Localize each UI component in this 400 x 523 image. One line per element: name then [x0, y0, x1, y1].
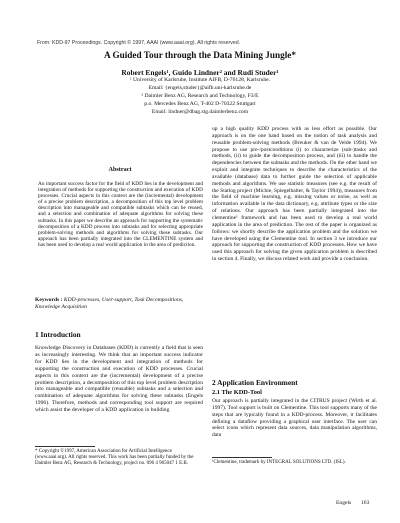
affiliation-line: ² Daimler Benz AG, Research and Technology, F3/E	[141, 93, 259, 99]
section-body	[35, 345, 203, 414]
section-heading: 1 Introduction	[35, 330, 81, 339]
abstract-heading: Abstract	[108, 166, 132, 173]
copyright-footnote: * Copyright ©1997, American Association for Artificial Intelligence (www.aaai.org). All rights reserved. This work has been partially funded by the Daimler Benz AG, Research & Technology, project no. 096 4 965047 1 E.B.	[35, 449, 194, 466]
paper-authors: Robert Engels¹, Guido Lindner² and Rudi Studer¹	[121, 68, 279, 77]
footer-author: Engels	[336, 500, 352, 506]
affiliation-line: Email: lindner@dbag.stg.daimlerbenz.com	[151, 109, 249, 115]
section-heading: 2 Application Environment	[212, 378, 298, 387]
footnote-rule	[212, 457, 272, 458]
section-body	[212, 398, 377, 439]
body-paragraph: Knowledge Discovery in Databases (KDD) is currently a field that is seen as increasingly interesting. We think that an important success indicator for KDD lies in the development and integration of methods for supporting the construction and execution of KDD processes. Crucial aspects in this context are the (incremental) development of a precise problem description, a decomposition of this top level problem description into manageable and compatible (reusable) subtasks and a selection and combination of adequate algorithms for solving these subtasks (Engels 1996). Therefore, methods and corresponding tool support are required which assist the developer of a KDD application in building	[35, 345, 203, 414]
trademark-footnote: ¹Clementine, trademark by INTEGRAL SOLUTIONS LTD. (ISL).	[212, 460, 346, 465]
paper-title: A Guided Tour through the Data Mining Jungle*	[104, 50, 296, 60]
body-paragraph: up a high quality KDD process with as less effort as possible. Our approach is on the one hand based on the notion of task analysis and reusable problem-solving methods (Breuker & van de Velde 1994). We propose to use pre-/postconditions (i) to characterize (sub-)tasks and methods, (ii) to guide the decomposition process, and (iii) to handle the dependencies between the subtasks and the methods. On the other hand we exploit and integrate techniques to describe the characteristics of the available (database) data to further guide the selection of applicable methods and algorithms. We use statistic measures (see e.g. the result of the Statlog project (Michie, Spiegelhalter, & Taylor 1994)), measures from the field of machine learning, e.g. missing values or noise, as well as information available in the data dictionary, e.g. attribute types or the size of relations. Our approach has been partially integrated into the clementine¹ framework and has been used to develop a real world application in the area of prediction. The rest of the paper is organized as follows: we shortly describe the application problem and the solution we have developed using the Clementine tool. In section 3 we introduce our approach for supporting the construction of KDD processes. How we have used this approach for solving the given application problem is described in section 4. Finally, we discuss related work and provide a conclusion.	[212, 126, 377, 263]
footnote-rule	[35, 446, 95, 447]
affiliation-line: ¹ University of Karlsruhe, Institute AIFB, D-76128, Karlsruhe.	[129, 77, 271, 83]
keywords-label: Keywords :	[35, 297, 63, 303]
keywords-text: KDD-processes, User-support, Task Decompositions, Knowledge Acquisition	[35, 297, 184, 310]
affiliation-line: Email: {engels,studer}@aifb.uni-karlsruhe.de	[148, 85, 252, 91]
subsection-heading: 2.1 The KDD-Tool	[212, 389, 262, 396]
affiliation-line: p.o. Mercedes Benz AG, T-402 D-70322 Stuttgart	[144, 101, 256, 107]
keywords	[35, 297, 203, 311]
page-number: 163	[361, 500, 370, 506]
abstract-text	[38, 181, 203, 248]
body-paragraph: Our approach is partially integrated in the CITRUS project (Wirth et al. 1997). Tool support is built on Clementine. This tool supports many of the steps that are typically found in a KDD-process. Moreover, it facilitates defining a dataflow providing a graphical user interface. The user can select icons which represent data sources, data manipulation algorithms, data	[212, 398, 377, 439]
source-line: From: KDD-97 Proceedings. Copyright © 1997, AAAI (www.aaai.org). All rights reserved.	[37, 40, 241, 46]
right-column-body	[212, 126, 377, 263]
abstract-paragraph: An important success factor for the field of KDD lies in the development and integration of methods for supporting the construction and execution of KDD processes. Crucial aspects in this context are the (incremental) development of a precise problem description, a decomposition of this top level problem description into manageable and compatible subtasks which can be reused, and a selection and combination of adequate algorithms for solving these subtasks. In this paper we describe an approach for supporting the systematic decomposition of a KDD process into subtasks and for selecting appropriate problem-solving methods and algorithms for solving these subtasks. Our approach has been partially integrated into the CLEMENTINE system and has been used to develop a real world application in the area of prediction.	[38, 181, 203, 248]
